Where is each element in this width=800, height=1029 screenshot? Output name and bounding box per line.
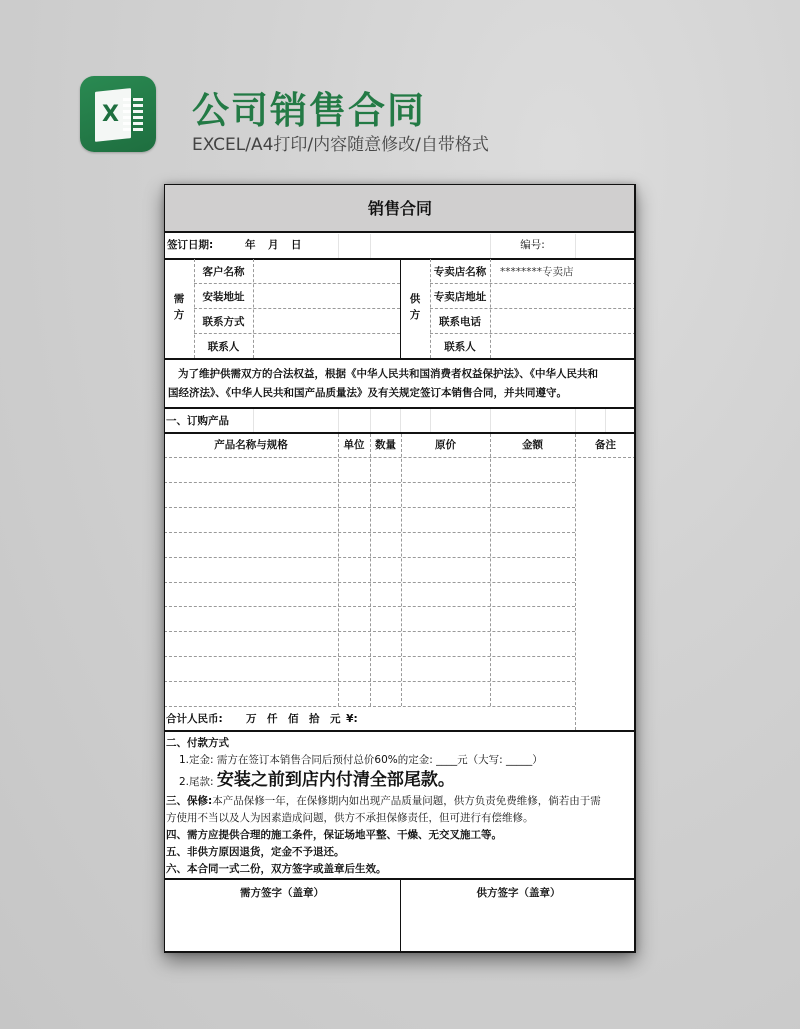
- page-subtitle: EXCEL/A4打印/内容随意修改/自带格式: [192, 135, 489, 155]
- table-row[interactable]: [164, 483, 338, 507]
- seller-contact-person-field[interactable]: [491, 334, 634, 358]
- total-units[interactable]: 万 仟 佰 拾 元 ¥:: [246, 713, 358, 725]
- seller-phone-label: 联系电话: [439, 316, 481, 328]
- seller-side-label: 供 方: [409, 293, 421, 321]
- col-header-remarks: 备注: [595, 439, 616, 451]
- buyer-contact-method-label: 联系方式: [202, 316, 245, 328]
- section1-title: 一、订购产品: [166, 415, 229, 427]
- term-5: 五、非供方原因退货，定金不予退还。: [166, 846, 345, 858]
- warranty-term: 三、保修:本产品保修一年，在保修期内如出现产品质量问题，供方负责免费维修，倘若由于需: [166, 795, 601, 807]
- warranty-term-cont: 方使用不当以及人为因素造成问题，供方不承担保修责任，但可进行有偿维修。: [166, 812, 534, 824]
- col-header-quantity: 数量: [375, 439, 396, 451]
- buyer-contact-person-field[interactable]: [254, 334, 400, 358]
- col-header-amount: 金额: [522, 439, 543, 451]
- contract-sheet: [164, 184, 636, 953]
- balance-term: 2.尾款: 安装之前到店内付清全部尾款。: [179, 770, 455, 790]
- table-row[interactable]: [164, 607, 338, 631]
- date-year[interactable]: 年: [245, 239, 256, 251]
- section2-title: 二、付款方式: [166, 737, 229, 749]
- buyer-contact-method-field[interactable]: [254, 309, 400, 333]
- table-row[interactable]: [164, 458, 338, 482]
- col-header-price: 原价: [435, 439, 456, 451]
- buyer-contact-person-label: 联系人: [207, 341, 240, 353]
- deposit-term: 1.定金: 需方在签订本销售合同后预付总价60%的定金: ____元（大写: _____）: [179, 754, 543, 766]
- contract-terms: [166, 735, 634, 878]
- table-row[interactable]: [164, 558, 338, 582]
- buyer-customer-name-field[interactable]: [254, 260, 400, 283]
- table-row[interactable]: [164, 657, 338, 681]
- table-row[interactable]: [164, 583, 338, 606]
- preamble: 为了维护供需双方的合法权益，根据《中华人民共和国消费者权益保护法》、《中华人民共和 国经济法》、《中华人民共和国产品质量法》及有关规定签订本销售合同，并共同遵守。: [168, 368, 598, 399]
- table-row[interactable]: [164, 508, 338, 532]
- col-header-unit: 单位: [343, 439, 365, 451]
- buyer-signature-label: 需方签字（盖章）: [240, 887, 324, 899]
- buyer-install-address-field[interactable]: [254, 284, 400, 308]
- buyer-side-label: 需 方: [173, 293, 185, 321]
- col-header-product: 产品名称与规格: [214, 439, 288, 451]
- term-4: 四、需方应提供合理的施工条件，保证场地平整、干燥、无交叉施工等。: [166, 829, 502, 841]
- seller-store-name-field[interactable]: ********专卖店: [500, 266, 574, 278]
- contract-title: 销售合同: [164, 184, 636, 233]
- date-day[interactable]: 日: [291, 239, 302, 251]
- seller-store-address-field[interactable]: [491, 284, 634, 308]
- table-row[interactable]: [164, 682, 338, 706]
- contract-number-field[interactable]: [576, 234, 634, 258]
- sign-date-label: 签订日期:: [167, 239, 214, 251]
- buyer-install-address-label: 安装地址: [202, 291, 245, 303]
- date-month[interactable]: 月: [268, 239, 279, 251]
- buyer-customer-name-label: 客户名称: [202, 266, 245, 278]
- total-label: 合计人民币:: [166, 713, 223, 725]
- seller-phone-field[interactable]: [491, 309, 634, 333]
- excel-icon: [80, 76, 156, 152]
- table-row[interactable]: [164, 533, 338, 557]
- seller-contact-person-label: 联系人: [444, 341, 476, 353]
- seller-store-address-label: 专卖店地址: [433, 291, 487, 303]
- excel-icon-letter: X: [102, 102, 119, 127]
- seller-signature-label: 供方签字（盖章）: [476, 887, 561, 899]
- table-row[interactable]: [164, 632, 338, 656]
- seller-signature-box[interactable]: [401, 885, 636, 951]
- page-title: 公司销售合同: [192, 89, 426, 132]
- seller-store-name-label: 专卖店名称: [433, 266, 487, 278]
- term-6: 六、本合同一式二份，双方签字或盖章后生效。: [166, 863, 387, 875]
- buyer-signature-box[interactable]: [164, 885, 400, 951]
- contract-number-label: 编号:: [520, 239, 545, 251]
